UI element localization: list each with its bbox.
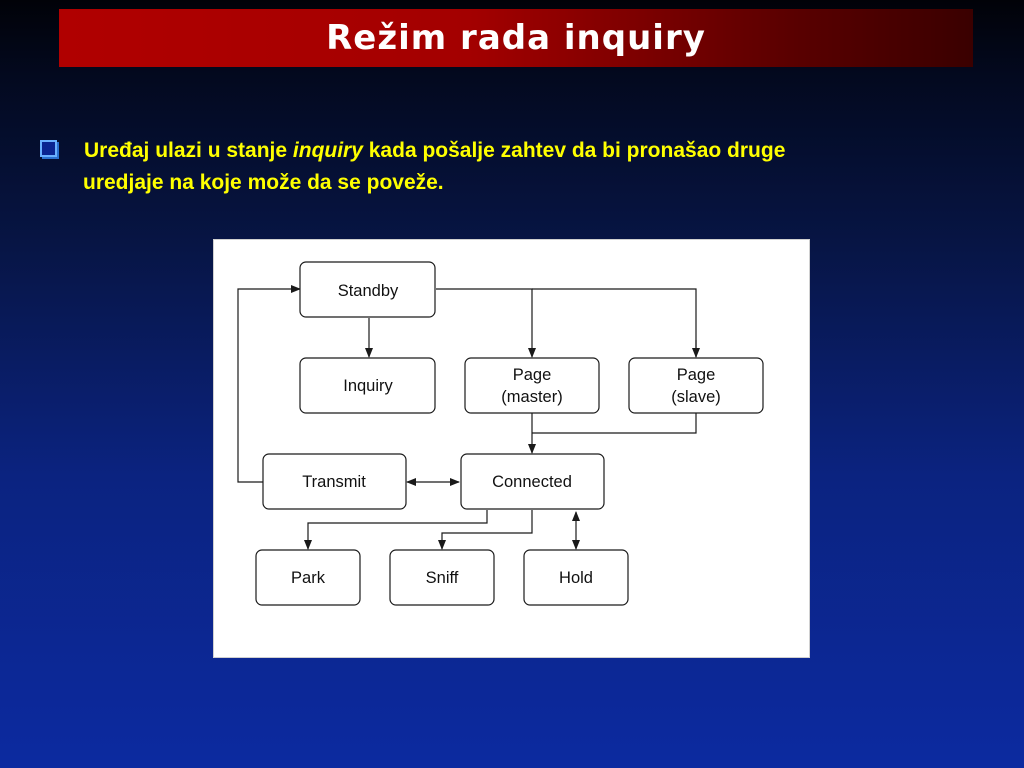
- node-inquiry: [300, 358, 435, 413]
- node-connected: [461, 454, 604, 509]
- node-page-slave-label-2: (slave): [671, 388, 721, 406]
- node-hold: [524, 550, 628, 605]
- edge-connected-park: [308, 510, 487, 549]
- node-standby-label: Standby: [337, 282, 399, 300]
- node-hold-label: Hold: [559, 569, 593, 587]
- bullet-text-italic: inquiry: [292, 139, 363, 162]
- edge-standby-page-master: [436, 289, 532, 357]
- node-transmit-label: Transmit: [302, 473, 366, 491]
- state-diagram-canvas: [214, 240, 811, 659]
- node-park: [256, 550, 360, 605]
- node-transmit: [263, 454, 406, 509]
- diagram-edges: [238, 289, 696, 549]
- node-connected-label: Connected: [492, 473, 572, 491]
- bullet-text-before: Uređaj ulazi u stanje: [84, 139, 293, 162]
- bullet-text-line-2: uredjaje na koje može da se poveže.: [83, 171, 444, 194]
- node-page-master: [465, 358, 599, 413]
- edge-transmit-standby: [238, 289, 300, 482]
- edge-page-slave-connected: [532, 413, 696, 433]
- node-inquiry-label: Inquiry: [343, 377, 393, 395]
- node-page-slave: [629, 358, 763, 413]
- bullet-text-line-1: [84, 136, 984, 166]
- node-sniff: [390, 550, 494, 605]
- bullet-text-after: kada pošalje zahtev da bi pronašao druge: [362, 139, 786, 162]
- node-page-master-label-2: (master): [501, 388, 563, 406]
- node-page-master-label-1: Page: [512, 366, 552, 384]
- slide-title: Režim rada inquiry: [326, 18, 706, 58]
- node-sniff-label: Sniff: [425, 569, 459, 587]
- node-page-slave-label-1: Page: [676, 366, 716, 384]
- checkbox-bullet-icon: [40, 140, 57, 157]
- node-standby: [300, 262, 435, 317]
- edge-standby-page-slave: [532, 289, 696, 357]
- title-bar: [59, 9, 973, 67]
- node-park-label: Park: [291, 569, 325, 587]
- state-diagram: [213, 239, 810, 658]
